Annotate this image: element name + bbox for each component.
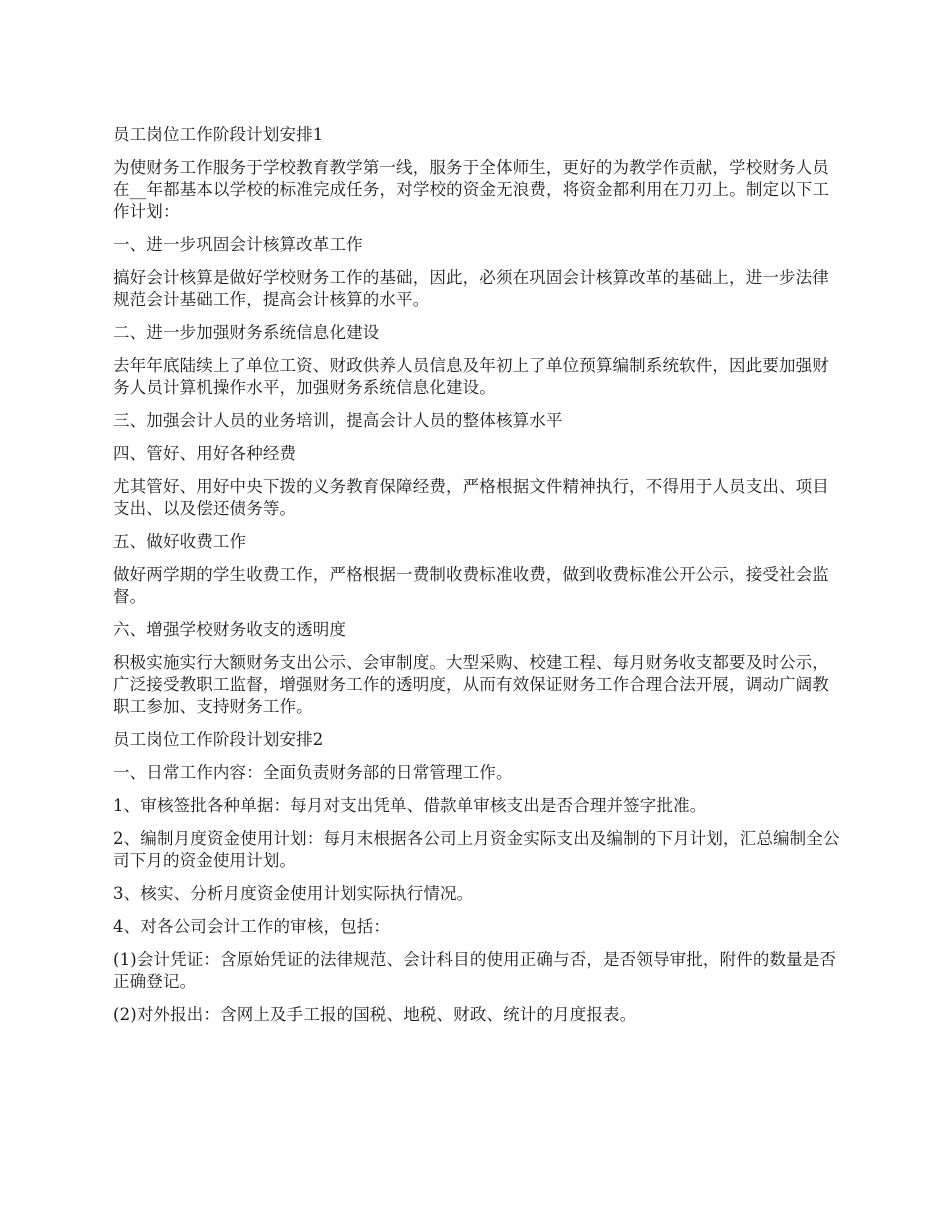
list-item: 2、编制月度资金使用计划：每月末根据各公司上月资金实际支出及编制的下月计划，汇总编制全公司下月的资金使用计划。 bbox=[113, 829, 840, 870]
section-heading: 四、管好、用好各种经费 bbox=[113, 444, 297, 463]
section-heading: 六、增强学校财务收支的透明度 bbox=[113, 620, 347, 639]
section-heading: 三、加强会计人员的业务培训，提高会计人员的整体核算水平 bbox=[113, 411, 563, 430]
section-heading: 二、进一步加强财务系统信息化建设 bbox=[113, 323, 380, 342]
paragraph: 积极实施实行大额财务支出公示、会审制度。大型采购、校建工程、每月财务收支都要及时公示，广泛接受教职工监督，增强财务工作的透明度，从而有效保证财务工作合理合法开展，调动广阔教职工参加、支持财务工作。 bbox=[113, 653, 829, 716]
section-heading: 一、日常工作内容：全面负责财务部的日常管理工作。 bbox=[113, 763, 513, 782]
paragraph: 尤其管好、用好中央下拨的义务教育保障经费，严格根据文件精神执行，不得用于人员支出、项目支出、以及偿还债务等。 bbox=[113, 477, 829, 518]
section-title: 员工岗位工作阶段计划安排2 bbox=[113, 730, 324, 749]
section-heading: 一、进一步巩固会计核算改革工作 bbox=[113, 235, 363, 254]
section-title: 员工岗位工作阶段计划安排1 bbox=[113, 125, 324, 144]
list-item: 4、对各公司会计工作的审核，包括： bbox=[113, 917, 391, 936]
sub-list-item: (1)会计凭证：含原始凭证的法律规范、会计科目的使用正确与否，是否领导审批，附件的数量是否正确登记。 bbox=[113, 950, 837, 991]
paragraph: 做好两学期的学生收费工作，严格根据一费制收费标准收费，做到收费标准公开公示，接受社会监督。 bbox=[113, 565, 829, 606]
sub-list-item: (2)对外报出：含网上及手工报的国税、地税、财政、统计的月度报表。 bbox=[113, 1005, 637, 1024]
paragraph: 去年年底陆续上了单位工资、财政供养人员信息及年初上了单位预算编制系统软件，因此要加强财务人员计算机操作水平，加强财务系统信息化建设。 bbox=[113, 356, 829, 397]
section-heading: 五、做好收费工作 bbox=[113, 532, 247, 551]
document-body bbox=[113, 124, 843, 1026]
paragraph: 为使财务工作服务于学校教育教学第一线，服务于全体师生，更好的为教学作贡献，学校财务人员在__年都基本以学校的标准完成任务，对学校的资金无浪费，将资金都利用在刀刃上。制定以下工作计划： bbox=[113, 158, 830, 221]
list-item: 1、审核签批各种单据：每月对支出凭单、借款单审核支出是否合理并签字批准。 bbox=[113, 796, 707, 815]
paragraph: 搞好会计核算是做好学校财务工作的基础，因此，必须在巩固会计核算改革的基础上，进一步法律规范会计基础工作，提高会计核算的水平。 bbox=[113, 268, 829, 309]
list-item: 3、核实、分析月度资金使用计划实际执行情况。 bbox=[113, 884, 474, 903]
